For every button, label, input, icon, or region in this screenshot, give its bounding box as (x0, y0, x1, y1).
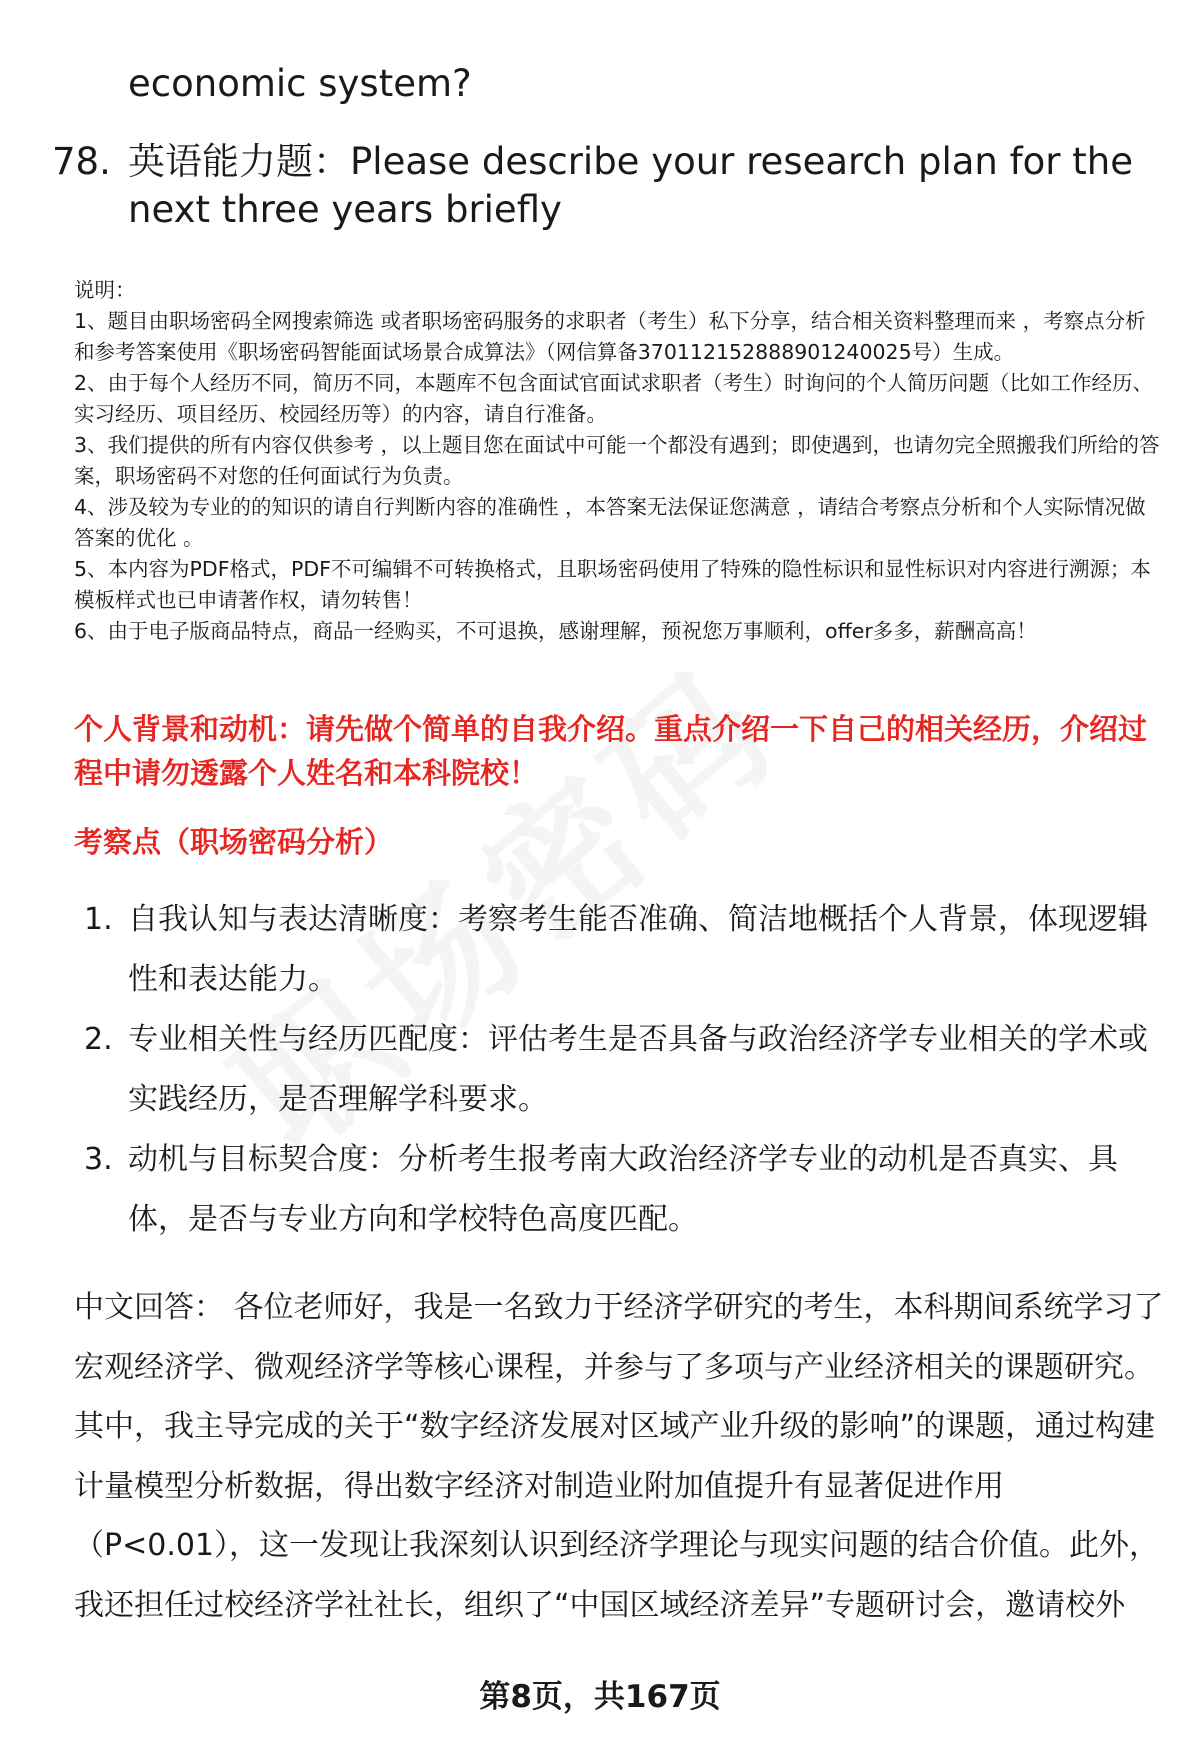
previous-question-continuation: economic system? (128, 62, 472, 105)
background-prompt: 个人背景和动机：请先做个简单的自我介绍。重点介绍一下自己的相关经历，介绍过程中请勿透露个人姓名和本科院校！ (74, 712, 1148, 790)
question-text: 英语能力题：Please describe your research plan for the next three years briefly (128, 140, 1133, 231)
list-item (84, 1130, 1164, 1250)
point-number: 2. (84, 1022, 113, 1057)
point-number: 1. (84, 902, 113, 937)
list-item (84, 890, 1164, 1010)
notes-section (74, 275, 1164, 647)
note-item: 4、涉及较为专业的的知识的请自行判断内容的准确性 ，本答案无法保证您满意 ，请结合考察点分析和个人实际情况做答案的优化 。 (74, 495, 1146, 550)
question-number: 78. (52, 140, 111, 183)
list-item (84, 1010, 1164, 1130)
chinese-answer: 中文回答： 各位老师好，我是一名致力于经济学研究的考生，本科期间系统学习了宏观经济学、微观经济学等核心课程，并参与了多项与产业经济相关的课题研究。其中，我主导完成的关于“数字经济发展对区域产业升级的影响”的课题，通过构建计量模型分析数据，得出数字经济对制造业附加值提升有显著促进作用（P<0.01），这一发现让我深刻认识到经济学理论与现实问题的结合价值。此外，我还担任过校经济学社社长，组织了“中国区域经济差异”专题研讨会，邀请校外 (74, 1290, 1164, 1623)
note-item: 2、由于每个人经历不同，简历不同，本题库不包含面试官面试求职者（考生）时询问的个人简历问题（比如工作经历、实习经历、项目经历、校园经历等）的内容，请自行准备。 (74, 371, 1154, 426)
page-footer: 第8页，共167页 (479, 1679, 721, 1715)
kaocha-points-list (84, 890, 1164, 1250)
note-item: 5、本内容为PDF格式，PDF不可编辑不可转换格式，且职场密码使用了特殊的隐性标识和显性标识对内容进行溯源；本模板样式也已申请著作权，请勿转售！ (74, 557, 1151, 612)
point-text: 专业相关性与经历匹配度：评估考生是否具备与政治经济学专业相关的学术或实践经历，是否理解学科要求。 (128, 1022, 1148, 1117)
note-item: 1、题目由职场密码全网搜索筛选 或者职场密码服务的求职者（考生）私下分享，结合相关资料整理而来 ，考察点分析和参考答案使用《职场密码智能面试场景合成算法》（网信算备370112152888901240025号）生成。 (74, 309, 1146, 364)
kaocha-title: 考察点（职场密码分析） (74, 825, 394, 859)
note-item: 6、由于电子版商品特点，商品一经购买，不可退换，感谢理解，预祝您万事顺利，offer多多，薪酬高高！ (74, 619, 1037, 643)
notes-heading: 说明： (74, 278, 136, 302)
point-text: 自我认知与表达清晰度：考察考生能否准确、简洁地概括个人背景，体现逻辑性和表达能力。 (128, 902, 1148, 997)
point-text: 动机与目标契合度：分析考生报考南大政治经济学专业的动机是否真实、具体，是否与专业方向和学校特色高度匹配。 (128, 1142, 1118, 1237)
point-number: 3. (84, 1142, 113, 1177)
note-item: 3、我们提供的所有内容仅供参考 ，以上题目您在面试中可能一个都没有遇到；即使遇到，也请勿完全照搬我们所给的答案，职场密码不对您的任何面试行为负责。 (74, 433, 1160, 488)
